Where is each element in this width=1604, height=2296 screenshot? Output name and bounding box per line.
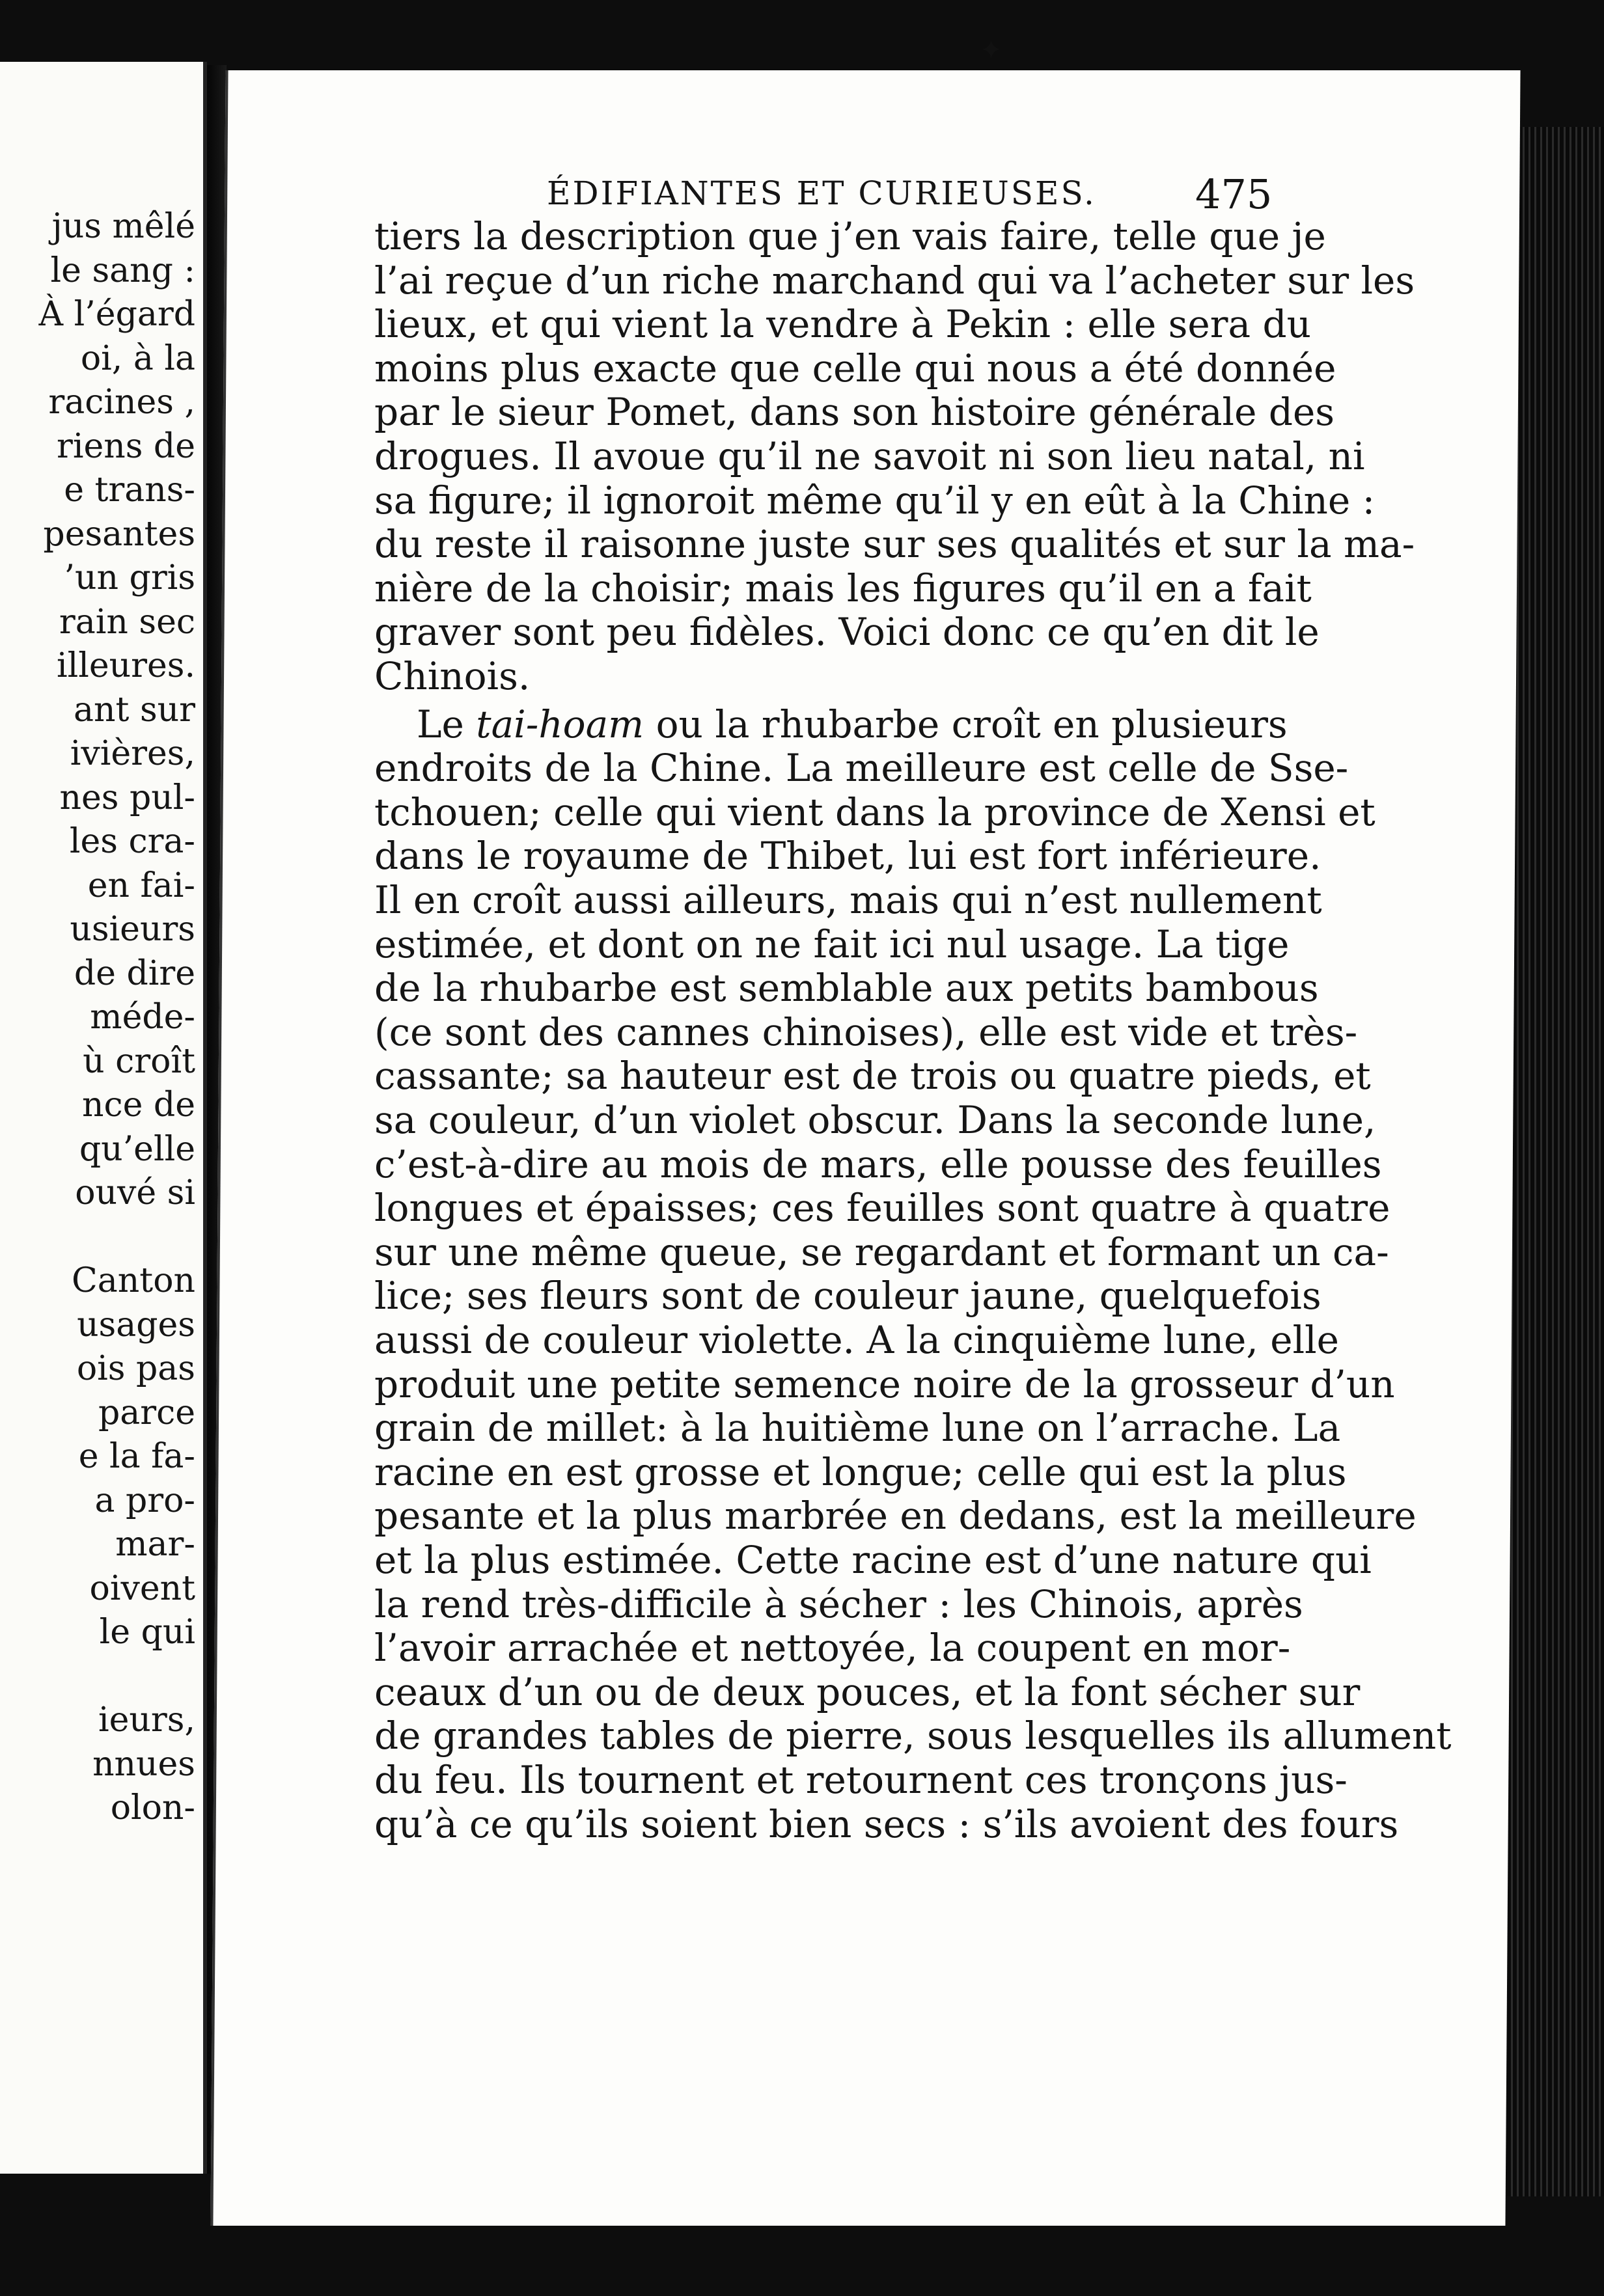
left-page-line: ivières,	[70, 734, 195, 773]
text-line: de grandes tables de pierre, sous lesquelles ils allument	[374, 1714, 1452, 1758]
text-line: sa couleur, d’un violet obscur. Dans la seconde lune,	[374, 1098, 1376, 1142]
text-line: endroits de la Chine. La meilleure est celle de Sse-	[374, 746, 1349, 791]
left-page-line: parce	[98, 1393, 195, 1432]
text-line: par le sieur Pomet, dans son histoire générale des	[374, 390, 1335, 435]
text-line: la rend très-difficile à sécher : les Chinois, après	[374, 1581, 1303, 1626]
scan-mark: ✦	[980, 34, 1003, 66]
text-line: lice; ses fleurs sont de couleur jaune, quelquefois	[374, 1274, 1321, 1319]
text-line: drogues. Il avoue qu’il ne savoit ni son lieu natal, ni	[374, 434, 1365, 478]
left-page-line: nnues	[92, 1744, 195, 1784]
text-line: Chinois.	[374, 654, 531, 698]
text-line: sa figure; il ignoroit même qu’il y en eût à la Chine :	[374, 478, 1376, 523]
text-line: c’est-à-dire au mois de mars, elle pousse des feuilles	[374, 1141, 1382, 1186]
left-page-line: mar-	[115, 1525, 195, 1564]
text-line: l’avoir arrachée et nettoyée, la coupent en mor-	[374, 1626, 1291, 1671]
left-page-line: ouvé si	[75, 1173, 195, 1212]
left-page-line: oivent	[89, 1568, 195, 1608]
left-page-line: ’un gris	[64, 558, 195, 597]
left-page-line: a pro-	[94, 1481, 195, 1520]
left-page-line: Canton	[72, 1261, 195, 1300]
text-line: du feu. Ils tournent et retournent ces tronçons jus-	[374, 1758, 1348, 1802]
left-page-line: le sang :	[50, 251, 195, 290]
left-page-line: racines ,	[48, 383, 195, 422]
text-line: cassante; sa hauteur est de trois ou quatre pieds, et	[374, 1054, 1371, 1099]
text-line: lieux, et qui vient la vendre à Pekin : elle sera du	[374, 302, 1311, 347]
text-line: tchouen; celle qui vient dans la province de Xensi et	[374, 789, 1376, 834]
text-line: Il en croît aussi ailleurs, mais qui n’est nullement	[374, 878, 1322, 922]
text-line: produit une petite semence noire de la grosseur d’un	[374, 1361, 1395, 1406]
left-page-line: e trans-	[64, 471, 195, 510]
left-page-line: ù croît	[83, 1041, 195, 1081]
previous-page-fragment	[0, 62, 207, 2174]
text-line: estimée, et dont on ne fait ici nul usage. La tige	[374, 922, 1290, 966]
text-line: graver sont peu fidèles. Voici donc ce qu’en dit le	[374, 610, 1320, 655]
left-page-line: nce de	[82, 1086, 195, 1125]
text-line: du reste il raisonne juste sur ses qualités et sur la ma-	[374, 522, 1415, 567]
left-page-line: ois pas	[76, 1349, 195, 1388]
text-line: racine en est grosse et longue; celle qui est la plus	[374, 1449, 1347, 1494]
left-page-line: pesantes	[43, 514, 195, 554]
left-page-line: jus mêlé	[51, 207, 195, 246]
page-number: 475	[1195, 171, 1273, 218]
text-line: longues et épaisses; ces feuilles sont quatre à quatre	[374, 1186, 1390, 1231]
text-line: qu’à ce qu’ils soient bien secs : s’ils avoient des fours	[374, 1801, 1399, 1846]
text-line: et la plus estimée. Cette racine est d’une nature qui	[374, 1538, 1372, 1582]
text-line: Le tai-hoam ou la rhubarbe croît en plusieurs	[417, 702, 1288, 746]
left-page-line: ieurs,	[98, 1701, 195, 1740]
left-page-line: e la fa-	[78, 1437, 195, 1476]
left-page-line: nes pul-	[59, 778, 195, 817]
left-page-line: ant sur	[74, 690, 195, 730]
text-line: dans le royaume de Thibet, lui est fort inférieure.	[374, 834, 1321, 879]
left-page-line: qu’elle	[79, 1129, 195, 1169]
left-page-line: en fai-	[87, 866, 195, 905]
text-line: (ce sont des cannes chinoises), elle est vide et très-	[374, 1009, 1358, 1054]
text-line: grain de millet: à la huitième lune on l’arrache. La	[374, 1406, 1341, 1451]
text-line: sur une même queue, se regardant et formant un ca-	[374, 1229, 1389, 1274]
left-page-line: rain sec	[59, 602, 195, 642]
left-page-line: le qui	[99, 1613, 195, 1652]
text-line: tiers la description que j’en vais faire, telle que je	[374, 214, 1326, 258]
text-line: pesante et la plus marbrée en dedans, est la meilleure	[374, 1494, 1417, 1538]
left-page-line: les cra-	[69, 822, 195, 861]
text-line: de la rhubarbe est semblable aux petits bambous	[374, 966, 1319, 1011]
text-line: nière de la choisir; mais les figures qu’il en a fait	[374, 566, 1312, 610]
text-line: moins plus exacte que celle qui nous a été donnée	[374, 346, 1336, 390]
left-page-line: illeures.	[56, 646, 195, 685]
text-line: aussi de couleur violette. A la cinquième lune, elle	[374, 1318, 1340, 1362]
left-page-line: usages	[77, 1305, 195, 1345]
left-page-line: de dire	[74, 953, 195, 993]
left-page-line: olon-	[110, 1788, 195, 1827]
left-page-line: usieurs	[70, 910, 195, 949]
text-line: ceaux d’un ou de deux pouces, et la font sécher sur	[374, 1669, 1361, 1714]
running-header: ÉDIFIANTES ET CURIEUSES.	[547, 174, 1096, 212]
text-line: l’ai reçue d’un riche marchand qui va l’acheter sur les	[374, 258, 1415, 303]
left-page-line: méde-	[90, 998, 195, 1037]
left-page-line: À l’égard	[38, 295, 195, 334]
left-page-line: oi, à la	[80, 338, 195, 378]
page-edges	[1507, 127, 1604, 2196]
left-page-line: riens de	[56, 426, 195, 466]
